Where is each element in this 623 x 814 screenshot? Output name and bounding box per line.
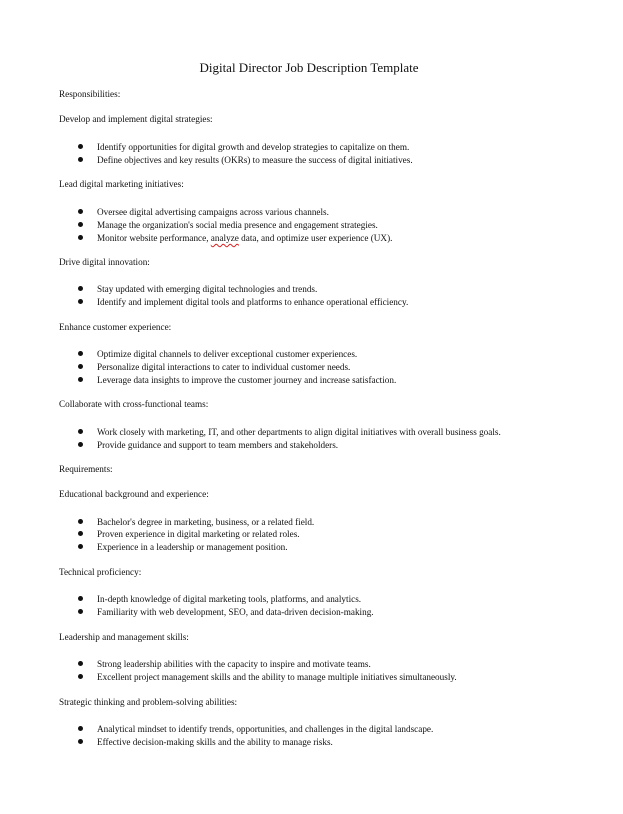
bullet-icon (78, 364, 83, 369)
list-item-text: Oversee digital advertising campaigns across various channels. (97, 207, 329, 217)
list-item-text: Identify opportunities for digital growth and develop strategies to capitalize on them. (97, 142, 410, 152)
list-item-text-start: Monitor website performance, (97, 233, 211, 243)
list-item (0, 606, 600, 618)
list-item-text: Familiarity with web development, SEO, and data-driven decision-making. (97, 607, 374, 617)
list-item-text: Define objectives and key results (OKRs) to measure the success of digital initiatives. (97, 155, 413, 165)
list-item (0, 154, 600, 166)
bullet-icon (78, 377, 83, 382)
bullet-icon (78, 609, 83, 614)
list-item (0, 439, 600, 451)
bullet-icon (78, 726, 83, 731)
list-item-text: Proven experience in digital marketing or related roles. (97, 529, 300, 539)
section-heading: Lead digital marketing initiatives: (59, 179, 184, 189)
list-item-text: Analytical mindset to identify trends, opportunities, and challenges in the digital landscape. (97, 724, 434, 734)
requirements-heading: Requirements: (59, 464, 113, 474)
section-heading: Technical proficiency: (59, 567, 142, 577)
list-item (0, 348, 600, 360)
list-item (0, 541, 600, 553)
list-item (0, 374, 600, 386)
list-item (0, 516, 600, 528)
bullet-icon (78, 531, 83, 536)
list-item (0, 593, 600, 605)
section-heading: Drive digital innovation: (59, 257, 150, 267)
list-item-text: In-depth knowledge of digital marketing tools, platforms, and analytics. (97, 594, 362, 604)
list-item (0, 658, 600, 670)
list-item (0, 141, 600, 153)
list-item-text: Bachelor's degree in marketing, business, or a related field. (97, 517, 315, 527)
list-item-text: Leverage data insights to improve the customer journey and increase satisfaction. (97, 375, 397, 385)
list-item (0, 528, 600, 540)
bullet-icon (78, 209, 83, 214)
section-heading: Leadership and management skills: (59, 632, 189, 642)
responsibilities-heading: Responsibilities: (59, 89, 121, 99)
list-item-text: Manage the organization's social media presence and engagement strategies. (97, 220, 378, 230)
list-item (0, 206, 600, 218)
list-item (0, 232, 600, 244)
list-item-text: Personalize digital interactions to cater to individual customer needs. (97, 362, 351, 372)
spellcheck-flagged-word[interactable]: analyze (210, 233, 239, 243)
list-item-text: Experience in a leadership or management position. (97, 542, 288, 552)
list-item (0, 723, 600, 735)
bullet-icon (78, 144, 83, 149)
list-item-text: Identify and implement digital tools and platforms to enhance operational efficiency. (97, 297, 409, 307)
bullet-icon (78, 286, 83, 291)
list-item-text: Work closely with marketing, IT, and other departments to align digital initiatives with overall business goals. (97, 427, 501, 437)
list-item (0, 296, 600, 308)
list-item-text: Excellent project management skills and the ability to manage multiple initiatives simultaneously. (97, 672, 457, 682)
section-heading: Educational background and experience: (59, 489, 209, 499)
bullet-icon (78, 157, 83, 162)
list-item-text-end: data, and optimize user experience (UX). (238, 233, 393, 243)
bullet-icon (78, 442, 83, 447)
section-heading: Develop and implement digital strategies: (59, 114, 213, 124)
bullet-icon (78, 235, 83, 240)
bullet-icon (78, 596, 83, 601)
bullet-icon (78, 222, 83, 227)
list-item (0, 283, 600, 295)
bullet-icon (78, 544, 83, 549)
list-item (0, 736, 600, 748)
section-heading: Strategic thinking and problem-solving abilities: (59, 697, 238, 707)
list-item-text: Stay updated with emerging digital technologies and trends. (97, 284, 318, 294)
list-item-text: Effective decision-making skills and the ability to manage risks. (97, 737, 333, 747)
list-item-text: Optimize digital channels to deliver exceptional customer experiences. (97, 349, 358, 359)
bullet-icon (78, 429, 83, 434)
section-heading: Enhance customer experience: (59, 322, 172, 332)
list-item (0, 361, 600, 373)
bullet-icon (78, 351, 83, 356)
bullet-icon (78, 299, 83, 304)
list-item-text: Provide guidance and support to team members and stakeholders. (97, 440, 339, 450)
bullet-icon (78, 661, 83, 666)
bullet-icon (78, 739, 83, 744)
list-item (0, 219, 600, 231)
list-item-text: Strong leadership abilities with the capacity to inspire and motivate teams. (97, 659, 371, 669)
list-item (0, 671, 600, 683)
list-item (0, 426, 600, 438)
document-title: Digital Director Job Description Template (199, 60, 419, 75)
section-heading: Collaborate with cross-functional teams: (59, 399, 209, 409)
bullet-icon (78, 674, 83, 679)
list-item-text (97, 232, 392, 244)
bullet-icon (78, 519, 83, 524)
